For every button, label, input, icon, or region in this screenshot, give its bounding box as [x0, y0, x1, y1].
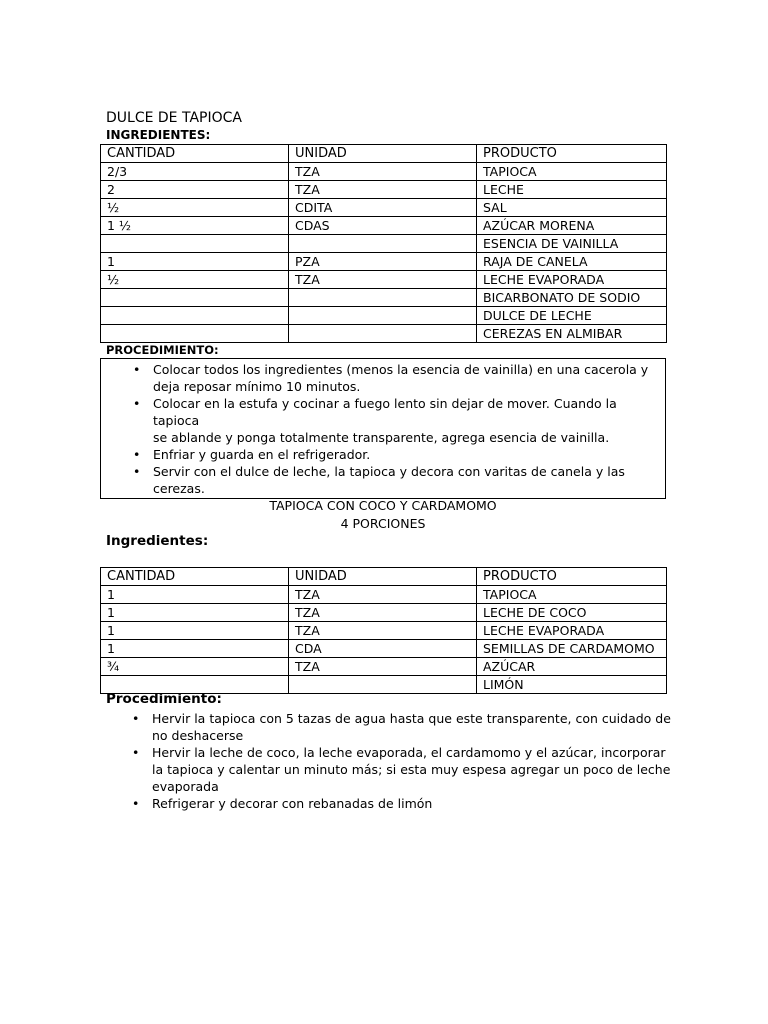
table-row — [101, 604, 667, 622]
table-row — [101, 181, 667, 199]
procedure-step-line: • Servir con el dulce de leche, la tapioca y decora con varitas de canela y las — [153, 464, 625, 479]
cell-unidad: CDAS — [289, 217, 477, 235]
procedure-step-line: • Refrigerar y decorar con rebanadas de limón — [152, 796, 433, 811]
recipe2-portions: 4 PORCIONES — [340, 516, 426, 531]
cell-unidad: TZA — [289, 604, 477, 622]
procedure-step — [152, 744, 718, 795]
cell-unidad: CDITA — [289, 199, 477, 217]
cell-producto: AZÚCAR — [477, 658, 667, 676]
cell-producto: RAJA DE CANELA — [477, 253, 667, 271]
header-unidad: UNIDAD — [289, 145, 477, 163]
recipe2-steps-list — [100, 710, 718, 812]
table-row — [101, 307, 667, 325]
table-row — [101, 622, 667, 640]
procedure-step-line: • Hervir la leche de coco, la leche evaporada, el cardamomo y el azúcar, incorporar — [152, 745, 666, 760]
procedure-step-line: evaporada — [152, 779, 219, 794]
cell-unidad: TZA — [289, 586, 477, 604]
cell-unidad: TZA — [289, 658, 477, 676]
cell-cantidad — [101, 325, 289, 343]
recipe1-procedure-box — [100, 358, 666, 499]
cell-producto: AZÚCAR MORENA — [477, 217, 667, 235]
cell-unidad — [289, 307, 477, 325]
cell-producto: LECHE — [477, 181, 667, 199]
header-producto: PRODUCTO — [477, 568, 667, 586]
cell-producto: ESENCIA DE VAINILLA — [477, 235, 667, 253]
cell-producto: TAPIOCA — [477, 163, 667, 181]
cell-cantidad: ½ — [101, 271, 289, 289]
cell-producto: LECHE EVAPORADA — [477, 271, 667, 289]
recipe2-procedure-label: Procedimiento: — [106, 691, 222, 707]
header-cantidad: CANTIDAD — [101, 568, 289, 586]
cell-producto: DULCE DE LECHE — [477, 307, 667, 325]
table-row — [101, 325, 667, 343]
cell-unidad — [289, 676, 477, 694]
procedure-step — [153, 463, 665, 497]
table-row — [101, 235, 667, 253]
cell-unidad: CDA — [289, 640, 477, 658]
cell-producto: BICARBONATO DE SODIO — [477, 289, 667, 307]
cell-unidad — [289, 289, 477, 307]
procedure-step — [152, 795, 718, 812]
cell-cantidad: 1 ½ — [101, 217, 289, 235]
procedure-step-line: • Hervir la tapioca con 5 tazas de agua hasta que este transparente, con cuidado de — [152, 711, 671, 726]
table-header-row — [101, 568, 667, 586]
table-row — [101, 217, 667, 235]
cell-cantidad — [101, 289, 289, 307]
table-header-row — [101, 145, 667, 163]
cell-cantidad: 1 — [101, 622, 289, 640]
cell-producto: LIMÓN — [477, 676, 667, 694]
header-cantidad: CANTIDAD — [101, 145, 289, 163]
procedure-step-line: • Colocar en la estufa y cocinar a fuego lento sin dejar de mover. Cuando la tapioca — [153, 396, 617, 428]
cell-cantidad: 1 — [101, 253, 289, 271]
cell-producto: SEMILLAS DE CARDAMOMO — [477, 640, 667, 658]
table-row — [101, 289, 667, 307]
cell-unidad — [289, 325, 477, 343]
procedure-step-line: • Enfriar y guarda en el refrigerador. — [153, 447, 371, 462]
table-row — [101, 658, 667, 676]
procedure-step — [153, 395, 665, 446]
table-row — [101, 640, 667, 658]
cell-cantidad: 2/3 — [101, 163, 289, 181]
recipe1-ingredients-table — [100, 144, 667, 343]
table-row — [101, 163, 667, 181]
procedure-step-line: deja reposar mínimo 10 minutos. — [153, 379, 361, 394]
procedure-step — [153, 446, 665, 463]
cell-cantidad: 1 — [101, 586, 289, 604]
cell-unidad: TZA — [289, 622, 477, 640]
recipe2-title: TAPIOCA CON COCO Y CARDAMOMO — [269, 498, 497, 513]
cell-producto: CEREZAS EN ALMIBAR — [477, 325, 667, 343]
recipe2-ingredients-label: Ingredientes: — [106, 533, 209, 549]
recipe1-procedure-label: PROCEDIMIENTO: — [106, 343, 219, 357]
procedure-step-line: la tapioca y calentar un minuto más; si esta muy espesa agregar un poco de leche — [152, 762, 671, 777]
procedure-step-line: se ablande y ponga totalmente transparente, agrega esencia de vainilla. — [153, 430, 610, 445]
table-row — [101, 199, 667, 217]
cell-cantidad: ½ — [101, 199, 289, 217]
recipe2-ingredients-table — [100, 567, 667, 694]
procedure-step — [153, 361, 665, 395]
table-row — [101, 253, 667, 271]
cell-unidad: TZA — [289, 181, 477, 199]
cell-unidad: PZA — [289, 253, 477, 271]
procedure-step — [152, 710, 718, 744]
cell-unidad — [289, 235, 477, 253]
table-row — [101, 586, 667, 604]
cell-unidad: TZA — [289, 271, 477, 289]
recipe1-title: DULCE DE TAPIOCA — [106, 110, 242, 126]
cell-cantidad: 1 — [101, 640, 289, 658]
cell-producto: TAPIOCA — [477, 586, 667, 604]
procedure-step-line: no deshacerse — [152, 728, 244, 743]
cell-cantidad — [101, 307, 289, 325]
recipe1-ingredients-label: INGREDIENTES: — [106, 128, 211, 142]
cell-cantidad: 1 — [101, 604, 289, 622]
table-row — [101, 271, 667, 289]
cell-producto: LECHE DE COCO — [477, 604, 667, 622]
cell-cantidad: ¾ — [101, 658, 289, 676]
header-unidad: UNIDAD — [289, 568, 477, 586]
cell-producto: SAL — [477, 199, 667, 217]
cell-cantidad — [101, 235, 289, 253]
procedure-step-line: cerezas. — [153, 481, 205, 496]
cell-producto: LECHE EVAPORADA — [477, 622, 667, 640]
procedure-step-line: • Colocar todos los ingredientes (menos la esencia de vainilla) en una cacerola y — [153, 362, 649, 377]
cell-cantidad: 2 — [101, 181, 289, 199]
cell-unidad: TZA — [289, 163, 477, 181]
recipe1-steps-list — [101, 361, 665, 497]
header-producto: PRODUCTO — [477, 145, 667, 163]
